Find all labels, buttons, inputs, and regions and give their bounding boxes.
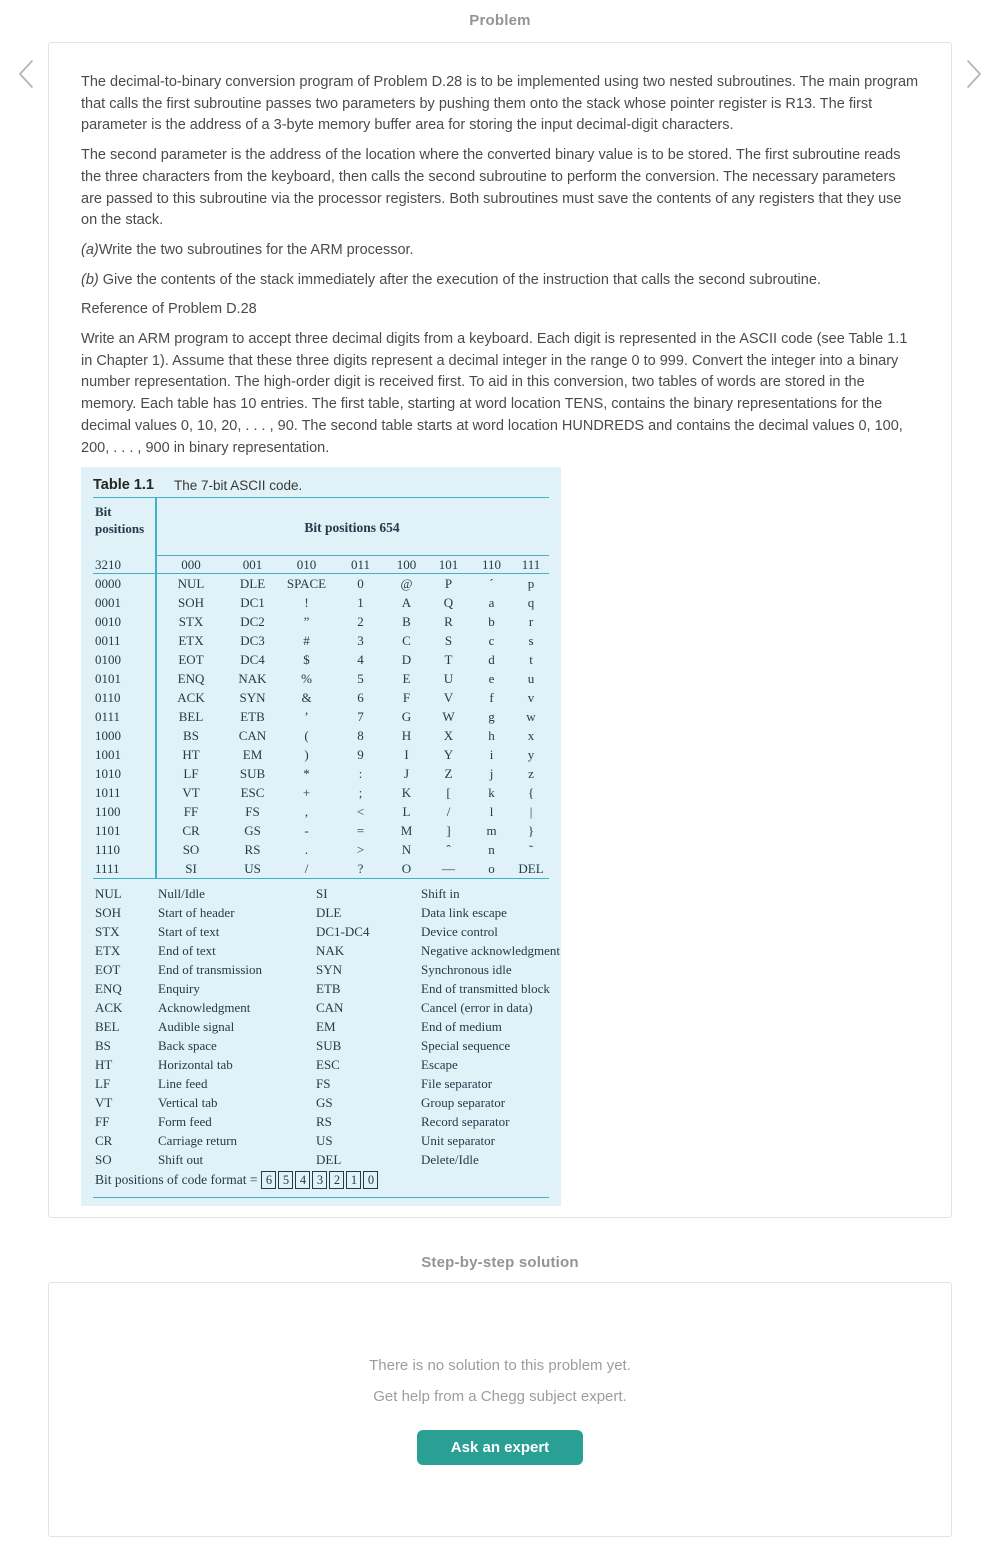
ascii-cell: [ (446, 784, 451, 800)
ascii-cell: ; (358, 784, 363, 800)
ascii-cell: LF (183, 765, 199, 781)
ascii-cell: - (304, 822, 309, 838)
legend-meaning: Audible signal (158, 1018, 235, 1034)
column-header: 101 (438, 556, 459, 572)
ascii-cell: W (442, 708, 455, 724)
legend-meaning: Line feed (158, 1075, 208, 1091)
ascii-cell: z (528, 765, 534, 781)
ascii-cell: EOT (178, 651, 204, 667)
legend-meaning: End of medium (421, 1018, 502, 1034)
ascii-cell: DC1 (240, 594, 265, 610)
rows-bottom-rule (93, 878, 549, 879)
ascii-row-bits: 0001 (95, 594, 121, 610)
ascii-cell: ˆ (446, 841, 451, 857)
ascii-cell: & (301, 689, 312, 705)
ascii-cell: SUB (239, 765, 266, 781)
legend-abbr: LF (95, 1075, 111, 1091)
ascii-cell: d (488, 651, 495, 667)
legend-abbr: FS (316, 1075, 331, 1091)
legend-meaning: Unit separator (421, 1132, 496, 1148)
legend-meaning: Acknowledgment (158, 999, 251, 1015)
part-b-text: Give the contents of the stack immediately after the execution of the instruction that calls the second subroutine. (98, 271, 821, 288)
legend-meaning: Delete/Idle (421, 1151, 479, 1167)
ascii-cell: 4 (357, 651, 364, 667)
legend-meaning: Negative acknowledgment (421, 942, 560, 958)
ascii-cell: NAK (238, 670, 267, 686)
row-axis-sub-label: 3210 (95, 556, 121, 572)
legend-meaning: Back space (158, 1037, 217, 1053)
ascii-cell: C (402, 632, 411, 648)
legend-meaning: Vertical tab (158, 1094, 218, 1110)
ascii-table-title (93, 473, 549, 497)
ascii-cell: A (401, 594, 412, 610)
bit-box: 2 (329, 1171, 344, 1189)
ascii-cell: k (488, 784, 495, 800)
ascii-cell: + (302, 784, 311, 800)
ascii-cell: m (486, 822, 497, 838)
bit-box: 6 (261, 1171, 276, 1189)
ascii-cell: e (488, 670, 495, 686)
ascii-cell: , (304, 803, 309, 819)
ascii-cell: 1 (357, 594, 364, 610)
next-problem-button[interactable] (954, 52, 994, 96)
ascii-cell: h (488, 727, 495, 743)
legend-meaning: Device control (421, 923, 498, 939)
ascii-cell: HT (182, 746, 200, 762)
legend-abbr: EM (316, 1018, 336, 1034)
legend-abbr: CAN (316, 999, 344, 1015)
ascii-cell: { (527, 784, 535, 800)
legend-abbr: SYN (316, 961, 343, 977)
ascii-cell: < (356, 803, 365, 819)
ascii-cell: 5 (357, 670, 364, 686)
bit-box: 4 (295, 1171, 310, 1189)
ascii-cell: y (527, 746, 535, 762)
ascii-cell: Q (443, 594, 454, 610)
bit-box: 3 (312, 1171, 327, 1189)
ascii-cell: s (528, 632, 534, 648)
column-header: 010 (296, 556, 317, 572)
bit-format-row (93, 1169, 549, 1191)
ascii-cell: EM (242, 746, 263, 762)
ascii-cell: % (301, 670, 312, 686)
ascii-cell: ] (446, 822, 451, 838)
ascii-cell: b (488, 613, 495, 629)
ascii-row-bits: 1001 (95, 746, 121, 762)
ascii-row (93, 764, 549, 783)
column-header: 110 (481, 556, 502, 572)
legend-meaning: Cancel (error in data) (421, 999, 533, 1015)
legend-abbr: SO (95, 1151, 112, 1167)
legend-meaning: Carriage return (158, 1132, 238, 1148)
legend-abbr: ENQ (95, 980, 122, 996)
ascii-cell: 7 (357, 708, 364, 724)
ascii-cell: G (401, 708, 412, 724)
legend-abbr: ESC (316, 1056, 340, 1072)
ascii-cell: NUL (177, 575, 205, 591)
ascii-cell: / (304, 860, 309, 876)
ascii-row-bits: 1111 (95, 860, 120, 876)
problem-card (48, 42, 952, 1218)
ascii-cell: 2 (357, 613, 364, 629)
chevron-right-icon (965, 58, 983, 90)
ascii-cell: ’ (304, 708, 309, 724)
ascii-cell: F (402, 689, 411, 705)
ascii-cell: ? (357, 860, 364, 876)
legend-abbr: NUL (95, 885, 122, 901)
ascii-cell: a (488, 594, 495, 610)
ascii-cell: / (446, 803, 451, 819)
ascii-cell: ! (304, 594, 309, 610)
legend-meaning: Form feed (158, 1113, 212, 1129)
ascii-row-bits: 0011 (95, 632, 121, 648)
ascii-cell: ´ (489, 575, 494, 591)
ascii-cell: ˜ (528, 841, 534, 857)
ascii-cell: CR (182, 822, 200, 838)
ascii-cell: ENQ (177, 670, 205, 686)
legend-abbr: SOH (95, 904, 122, 920)
ascii-rows (93, 574, 549, 878)
legend-abbr: ETB (316, 980, 341, 996)
ascii-cell: 6 (357, 689, 364, 705)
ascii-row-bits: 0010 (95, 613, 121, 629)
legend-meaning: End of transmission (158, 961, 262, 977)
ascii-cell: SI (185, 860, 197, 876)
ascii-cell: M (400, 822, 413, 838)
problem-section-heading: Problem (469, 12, 531, 29)
ascii-cell: l (489, 803, 494, 819)
legend-abbr: CR (95, 1132, 113, 1148)
ascii-row (93, 840, 549, 859)
ascii-row-bits: 1000 (95, 727, 121, 743)
ascii-cell: : (358, 765, 363, 781)
ask-an-expert-button[interactable]: Ask an expert (417, 1430, 583, 1465)
ascii-cell: STX (178, 613, 204, 629)
ascii-cell: SOH (177, 594, 204, 610)
problem-paragraph-1: The decimal-to-binary conversion program of Problem D.28 is to be implemented using two nested subroutines. The main program that calls the first subroutine passes two parameters by pushing them onto the stack whose pointer register is R13. The first parameter is the address of a 3-byte memory buffer area for storing the input decimal-digit characters. (81, 74, 919, 134)
legend-abbr: SUB (316, 1037, 342, 1053)
ascii-cell: E (402, 670, 411, 686)
ascii-cell: DEL (518, 860, 544, 876)
legend-abbr: FF (95, 1113, 110, 1129)
no-solution-text: There is no solution to this problem yet. (369, 1356, 631, 1374)
ascii-cell: u (527, 670, 535, 686)
column-header: 011 (350, 556, 371, 572)
ascii-cell: FF (183, 803, 199, 819)
bit-box: 1 (346, 1171, 361, 1189)
ascii-cell: 0 (357, 575, 364, 591)
table-caption: The 7-bit ASCII code. (173, 477, 303, 493)
ascii-cell: f (489, 689, 494, 705)
legend-meaning: End of transmitted block (421, 980, 550, 996)
ascii-cell: SO (182, 841, 200, 857)
ascii-cell: } (527, 822, 535, 838)
ascii-cell: VT (182, 784, 200, 800)
legend-abbr: SI (316, 885, 328, 901)
ascii-cell: BS (183, 727, 199, 743)
ascii-cell: DC3 (240, 632, 265, 648)
ascii-row (93, 821, 549, 840)
ascii-cell: ” (303, 613, 310, 629)
column-header: 001 (242, 556, 263, 572)
ascii-cell: — (442, 860, 455, 876)
legend-meaning: Horizontal tab (158, 1056, 233, 1072)
solution-card (48, 1282, 952, 1537)
ascii-cell: . (304, 841, 309, 857)
column-headers-row (93, 556, 549, 573)
problem-part-b (81, 270, 919, 292)
legend-meaning: Data link escape (421, 904, 507, 920)
ascii-row-bits: 0100 (95, 651, 121, 667)
ascii-cell: 9 (357, 746, 364, 762)
ascii-row (93, 669, 549, 688)
ascii-cell: O (401, 860, 412, 876)
ascii-row-bits: 0000 (95, 575, 121, 591)
legend-meaning: Shift out (158, 1151, 204, 1167)
ascii-row (93, 688, 549, 707)
legend-abbr: HT (95, 1056, 113, 1072)
legend-abbr: RS (316, 1113, 332, 1129)
ascii-cell: BEL (178, 708, 204, 724)
ascii-cell: ETX (178, 632, 204, 648)
ascii-row-bits: 0101 (95, 670, 121, 686)
reference-body: Write an ARM program to accept three decimal digits from a keyboard. Each digit is represented in the ASCII code (see Table 1.1 in Chapter 1). Assume that these three digits represent a decimal integer in the range 0 to 999. Convert the integer into a binary number representation. The high-order digit is received first. To aid in this conversion, two tables of words are stored in the memory. Each table has 10 entries. The first table, starting at word location TENS, contains the binary representations for the decimal values 0, 10, 20, . . . , 90. The second table starts at word location HUNDREDS and contains the decimal values 0, 100, 200, . . . , 900 in binary representation. (81, 331, 908, 456)
ascii-row (93, 745, 549, 764)
ascii-table-figure (81, 467, 561, 1206)
ascii-cell: t (529, 651, 533, 667)
ascii-cell: DC4 (240, 651, 265, 667)
ascii-row-bits: 1100 (95, 803, 121, 819)
legend-meaning: End of text (158, 942, 216, 958)
ascii-cell: SPACE (286, 575, 327, 591)
chevron-left-icon (17, 58, 35, 90)
row-axis-label: Bit positions (95, 504, 145, 537)
legend-meaning: Shift in (421, 885, 460, 901)
ascii-row-bits: 1101 (95, 822, 121, 838)
ascii-cell: S (444, 632, 453, 648)
ascii-cell: J (403, 765, 410, 781)
ascii-cell: RS (244, 841, 261, 857)
reference-heading: Reference of Problem D.28 (81, 301, 257, 318)
legend-abbr: NAK (316, 942, 345, 958)
ascii-cell: o (488, 860, 495, 876)
ascii-cell: SYN (239, 689, 266, 705)
column-header: 111 (521, 556, 541, 572)
ascii-cell: = (356, 822, 365, 838)
legend-meaning: Record separator (421, 1113, 510, 1129)
ascii-cell: c (488, 632, 495, 648)
legend-meaning: Special sequence (421, 1037, 511, 1053)
ascii-cell: p (527, 575, 535, 591)
legend-abbr: BEL (95, 1018, 120, 1034)
legend-abbr: BS (95, 1037, 111, 1053)
bit-format-label: Bit positions of code format = (95, 1172, 258, 1188)
part-a-text: Write the two subroutines for the ARM processor. (98, 241, 414, 258)
ascii-cell: T (444, 651, 453, 667)
part-b-label: (b) (81, 271, 99, 288)
ascii-cell: P (444, 575, 453, 591)
ascii-cell: D (401, 651, 412, 667)
ascii-cell: K (401, 784, 412, 800)
ascii-cell: v (527, 689, 535, 705)
ascii-cell: Z (444, 765, 453, 781)
part-a-label: (a) (81, 241, 99, 258)
legend-abbr: VT (95, 1094, 113, 1110)
legend-abbr: ETX (95, 942, 121, 958)
ascii-cell: Y (443, 746, 454, 762)
ascii-table-main (93, 498, 549, 878)
ascii-cell: X (443, 727, 454, 743)
ascii-cell: j (489, 765, 494, 781)
ascii-cell: FS (245, 803, 260, 819)
ascii-row (93, 574, 549, 593)
column-header: 100 (396, 556, 417, 572)
ascii-cell: ACK (177, 689, 205, 705)
ascii-cell: V (443, 689, 454, 705)
ascii-cell: CAN (238, 727, 267, 743)
ascii-cell: B (402, 613, 411, 629)
ascii-cell: N (401, 841, 412, 857)
legend-abbr: STX (95, 923, 120, 939)
ascii-row (93, 593, 549, 612)
ascii-legend (93, 884, 560, 1169)
ascii-cell: # (303, 632, 310, 648)
ascii-cell: 8 (357, 727, 364, 743)
ascii-cell: H (401, 727, 412, 743)
ascii-cell: > (356, 841, 365, 857)
legend-meaning: File separator (421, 1075, 493, 1091)
problem-paragraph-2: The second parameter is the address of the location where the converted binary value is to be stored. The first subroutine reads the three characters from the keyboard, then calls the second subroutine to perform the conversion. The necessary parameters are passed to this subroutine via the processor registers. Both subroutines must save the contents of any registers that they use on the stack. (81, 147, 902, 229)
legend-meaning: Enquiry (158, 980, 200, 996)
ascii-cell: ( (304, 727, 309, 743)
ascii-row (93, 859, 549, 878)
ascii-row (93, 707, 549, 726)
solution-section-heading: Step-by-step solution (421, 1254, 579, 1271)
ascii-cell: x (527, 727, 535, 743)
ascii-cell: w (526, 708, 536, 724)
ascii-cell: I (404, 746, 409, 762)
ascii-cell: ETB (240, 708, 265, 724)
ascii-cell: ESC (240, 784, 265, 800)
col-group-header: Bit positions 654 (304, 520, 400, 536)
ascii-table-header (93, 498, 549, 573)
ascii-cell: n (488, 841, 495, 857)
legend-meaning: Start of text (158, 923, 220, 939)
legend-abbr: DLE (316, 904, 342, 920)
prev-problem-button[interactable] (6, 52, 46, 96)
ascii-cell: US (244, 860, 261, 876)
table-bottom-rule (93, 1197, 549, 1198)
bit-box: 5 (278, 1171, 293, 1189)
legend-abbr: DC1-DC4 (316, 923, 370, 939)
ascii-cell: | (529, 803, 533, 819)
ascii-cell: ) (304, 746, 309, 762)
ascii-cell: L (402, 803, 411, 819)
ascii-row-bits: 1110 (95, 841, 121, 857)
legend-abbr: ACK (95, 999, 123, 1015)
ascii-row-bits: 1010 (95, 765, 121, 781)
legend-meaning: Synchronous idle (421, 961, 512, 977)
ascii-cell: r (528, 613, 534, 629)
column-header: 000 (181, 556, 201, 572)
bit-format-boxes (261, 1171, 380, 1189)
legend-meaning: Null/Idle (158, 885, 205, 901)
ascii-cell: g (488, 708, 495, 724)
ascii-cell: U (443, 670, 454, 686)
legend-abbr: US (316, 1132, 333, 1148)
ascii-row (93, 631, 549, 650)
legend-meaning: Group separator (421, 1094, 506, 1110)
ascii-row (93, 783, 549, 802)
legend-abbr: DEL (316, 1151, 342, 1167)
legend-abbr: GS (316, 1094, 333, 1110)
ascii-row (93, 650, 549, 669)
ascii-row-bits: 1011 (95, 784, 121, 800)
legend-meaning: Start of header (158, 904, 235, 920)
problem-part-a (81, 240, 919, 262)
ascii-row (93, 726, 549, 745)
ascii-cell: DC2 (240, 613, 265, 629)
ascii-cell: i (489, 746, 494, 762)
ascii-cell: q (527, 594, 535, 610)
ascii-row-bits: 0111 (95, 708, 121, 724)
ascii-row (93, 802, 549, 821)
table-number-label: Table 1.1 (93, 477, 154, 494)
legend-meaning: Escape (421, 1056, 458, 1072)
bit-box: 0 (363, 1171, 378, 1189)
ascii-cell: R (444, 613, 453, 629)
ascii-cell: DLE (239, 575, 266, 591)
ascii-row-bits: 0110 (95, 689, 121, 705)
ascii-cell: 3 (357, 632, 364, 648)
get-help-text: Get help from a Chegg subject expert. (373, 1387, 627, 1405)
ascii-cell: * (303, 765, 310, 781)
ascii-row (93, 612, 549, 631)
legend-abbr: EOT (95, 961, 121, 977)
ascii-cell: GS (244, 822, 261, 838)
ascii-cell: $ (303, 651, 310, 667)
ascii-cell: @ (400, 575, 413, 591)
